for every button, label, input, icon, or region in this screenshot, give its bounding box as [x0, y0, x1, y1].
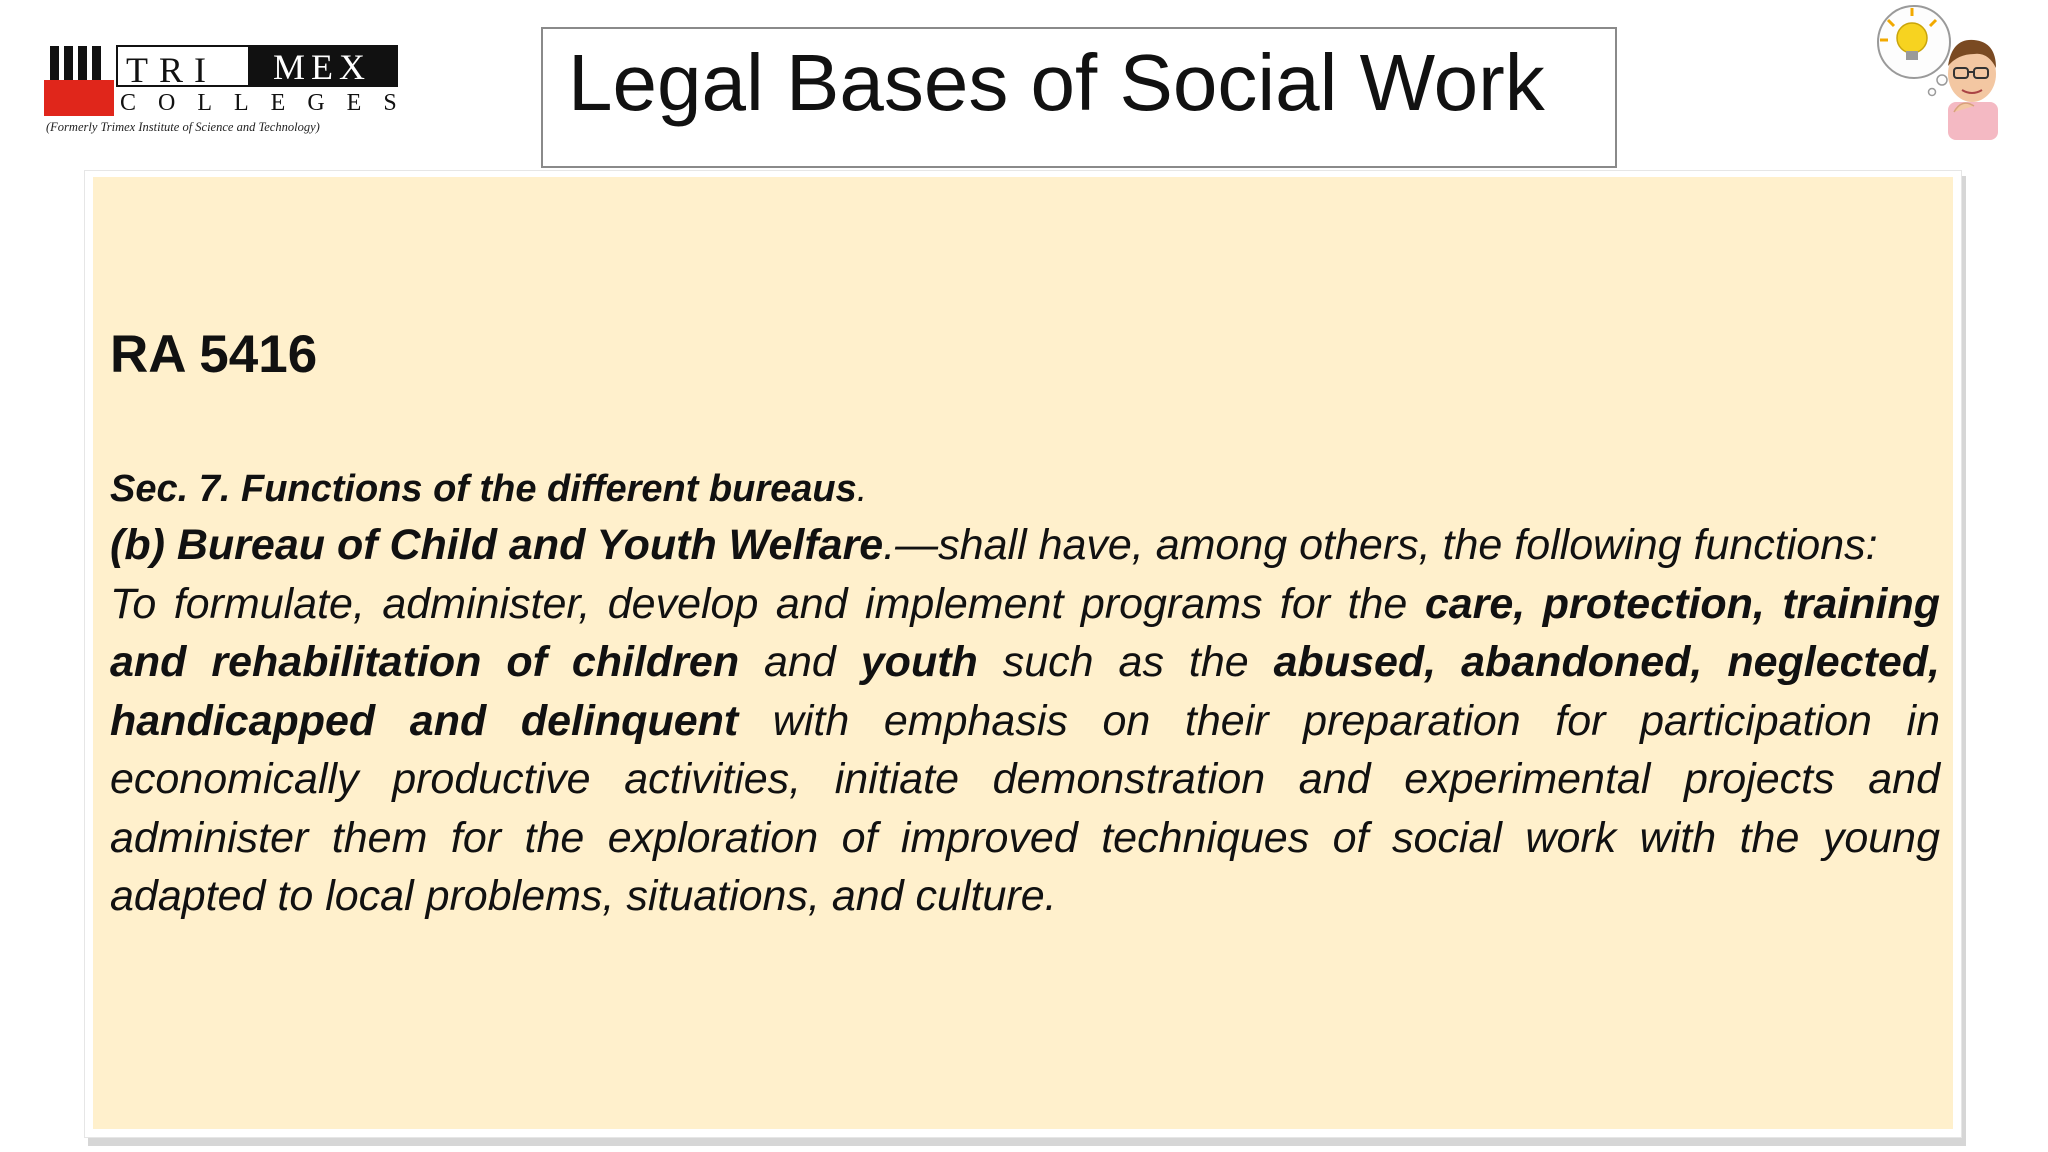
- logo-wordmark: [116, 45, 398, 90]
- functions-text-a: To formulate, administer, develop and implement programs for the: [110, 579, 1425, 628]
- functions-text-c: such as the: [977, 638, 1274, 686]
- logo-word-mex: MEX: [248, 47, 396, 85]
- logo-colleges-text: COLLEGES: [120, 90, 419, 116]
- logo-word-tri: TRI: [126, 50, 217, 90]
- logo-formerly-text: (Formerly Trimex Institute of Science and Technology): [46, 120, 320, 134]
- paragraph-bureau: [110, 516, 1940, 575]
- law-heading: RA 5416: [110, 325, 318, 384]
- trimex-colleges-logo: [40, 40, 419, 140]
- functions-text-d: with emphasis on their preparation for participation in economically productive activities, initiate demonstration and experimental projects and administer them for the exploration of improved techniques of social work with the young adapted to local problems, situations, and culture.: [110, 696, 1940, 920]
- bureau-intro: .—shall have, among others, the following functions:: [883, 521, 1878, 569]
- bureau-name: (b) Bureau of Child and Youth Welfare: [110, 521, 884, 569]
- functions-bold-a: care, protection, training and rehabilitation of children: [110, 579, 1940, 686]
- functions-bold-c: abused, abandoned, neglected, handicapped and delinquent: [110, 638, 1940, 745]
- thinking-person-lightbulb-icon: [1862, 2, 2004, 140]
- section-body: [110, 516, 1940, 926]
- logo-emblem-icon: [44, 46, 114, 116]
- section-heading-bold: Sec. 7. Functions of the different bureaus: [110, 468, 857, 510]
- section-heading-tail: .: [856, 468, 868, 510]
- section-heading: [110, 468, 867, 511]
- paragraph-functions: [110, 575, 1940, 926]
- slide-title: Legal Bases of Social Work: [568, 38, 1545, 127]
- functions-text-b: and: [739, 638, 861, 686]
- slide-title-box: [541, 27, 1617, 168]
- functions-bold-b: youth: [860, 638, 978, 686]
